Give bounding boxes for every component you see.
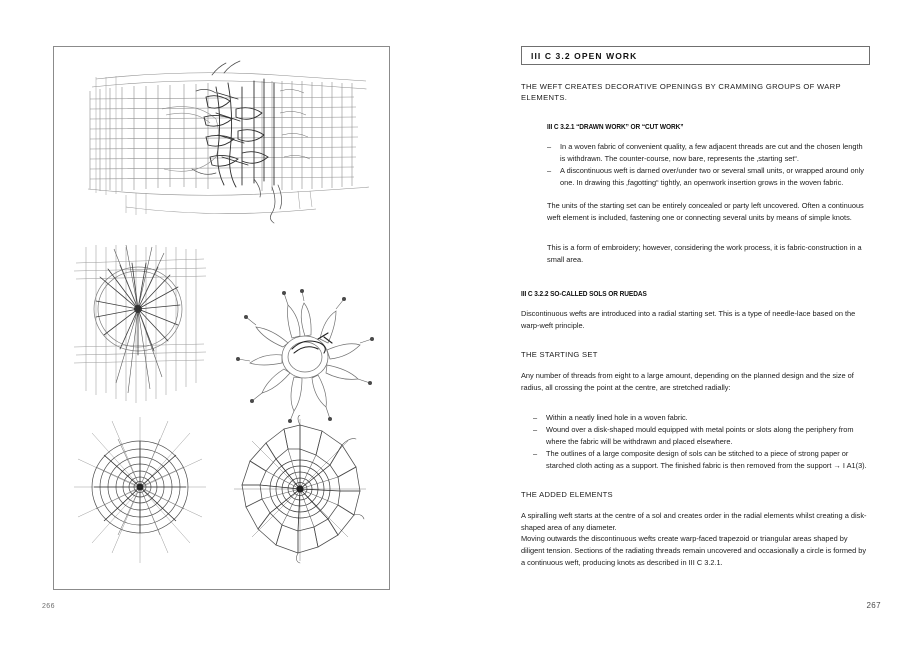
starting-set-bullet-list <box>521 412 870 472</box>
figure-rueda-trapezoid-areas <box>230 415 370 565</box>
figure-drawn-work-woven-fabric <box>66 57 376 232</box>
figure-sol-spiralling-weft <box>72 415 208 565</box>
subheading-starting-set: THE STARTING SET <box>521 349 598 359</box>
figure-disk-shaped-mould <box>232 287 378 423</box>
text-column <box>521 46 870 580</box>
starting-set-paragraph: Any number of threads from eight to a large amount, depending on the planned design and the size of radius, all crossing the point at the centre, are stretched radially: <box>521 370 854 392</box>
dash-icon: – <box>533 448 538 458</box>
dash-icon: – <box>533 412 538 422</box>
chapter-lede: THE WEFT CREATES DECORATIVE OPENINGS BY CRAMMING GROUPS OF WARP ELEMENTS. <box>521 82 841 103</box>
drawn-work-closing: This is a form of embroidery; however, considering the work process, it is fabric-construction in a small area. <box>547 242 862 264</box>
section-heading-drawn-work: III C 3.2.1 “DRAWN WORK” OR “CUT WORK” <box>547 121 684 131</box>
dash-icon: – <box>547 165 552 175</box>
list-item-text: In a woven fabric of convenient quality, a few adjacent threads are cut and the chosen length is withdrawn. The counter-course, now bare, represents the ‚starting set“. <box>560 141 863 163</box>
figure-radial-starting-set-in-lined-hole <box>68 243 218 411</box>
drawn-work-continuation: The units of the starting set can be entirely concealed or party left uncovered. Often a continuous weft element is included, fastening one or connecting several units by means of simple knots. <box>547 200 864 222</box>
folio-left: 266 <box>42 603 55 610</box>
folio-right: 267 <box>866 601 881 610</box>
illustration-plate <box>53 46 390 590</box>
list-item-text: Within a neatly lined hole in a woven fabric. <box>546 412 688 422</box>
dash-icon: – <box>533 424 538 434</box>
sols-intro: Discontinuous wefts are introduced into a radial starting set. This is a type of needle-lace based on the warp-weft principle. <box>521 308 856 330</box>
list-item-text: A discontinuous weft is darned over/under two or several small units, or wrapped around only one. In drawing this ‚fagotting“ tightly, an openwork insertion grows in the woven fabric. <box>560 165 865 187</box>
subheading-added-elements: THE ADDED ELEMENTS <box>521 489 613 499</box>
added-elements-paragraph-1: A spiralling weft starts at the centre of a sol and creates order in the radial elements whilst creating a disk-shaped area of any diameter. <box>521 510 867 532</box>
list-item <box>533 412 870 424</box>
drawn-work-bullet-list <box>521 141 870 189</box>
dash-icon: – <box>547 141 552 151</box>
list-item <box>533 448 870 472</box>
chapter-heading-bar: III C 3.2 OPEN WORK <box>521 46 870 65</box>
list-item <box>547 165 870 189</box>
list-item-text: Wound over a disk-shaped mould equipped with metal points or slots along the periphery from where the fabric will be withdrawn and placed elsewhere. <box>546 424 854 446</box>
section-heading-sols: III C 3.2.2 SO-CALLED SOLS OR RUEDAS <box>521 288 647 298</box>
list-item-text: The outlines of a large composite design of sols can be stitched to a piece of strong paper or starched cloth acting as a support. The finished fabric is then removed from the support → I A1(3). <box>546 448 867 470</box>
list-item <box>533 424 870 448</box>
list-item <box>547 141 870 165</box>
added-elements-paragraph-2: Moving outwards the discontinuous wefts create warp-faced trapezoid or triangular areas shaped by diligent tension. Sections of the radiating threads remain uncovered and occasionally a circle is formed by a continuous weft, producing knots as described in III C 3.2.1. <box>521 534 867 568</box>
